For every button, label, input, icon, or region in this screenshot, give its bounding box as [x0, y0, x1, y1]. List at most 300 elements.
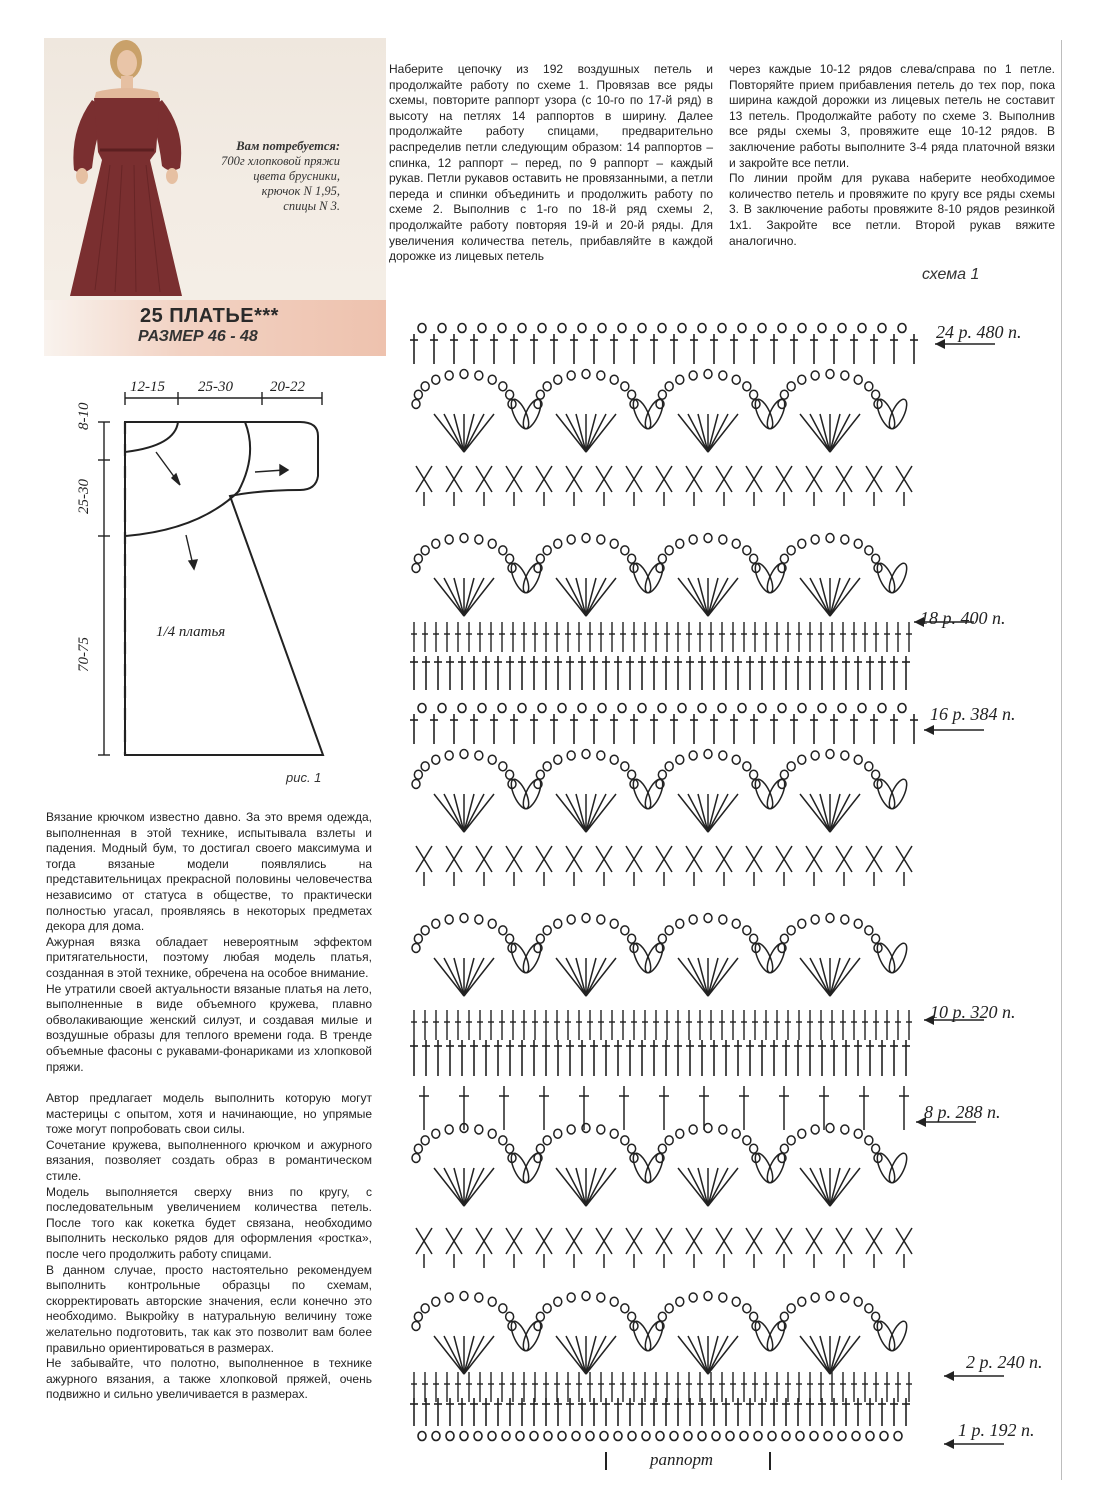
intro-paragraph: В данном случае, просто настоятельно рекомендуем выполнить контрольные образцы по схемам, скорректировать авторские значения, если конечно это необходимо. Выкройку в натуральную величину тоже желательно подготовить, так как это позволит вам более правильно ориентироваться в размерах.	[46, 1262, 372, 1355]
foundation-chain	[740, 1432, 748, 1441]
shell-chain	[621, 382, 629, 391]
puff-stitch	[642, 941, 666, 975]
foundation-chain	[488, 1432, 496, 1441]
foundation-chain	[656, 1432, 664, 1441]
shell-chain	[743, 1136, 751, 1145]
shell-chain	[432, 375, 440, 384]
puff-stitch	[752, 1151, 776, 1185]
puff-stitch	[642, 561, 666, 595]
shell-chain	[421, 382, 429, 391]
arch-chain	[628, 934, 636, 943]
arch-chain	[750, 1312, 758, 1321]
foundation-chain	[754, 1432, 762, 1441]
instructions-text: через каждые 10-12 рядов слева/справа по 1 петле. Повторяйте прием прибавления петель до тех пор, пока ширина каждой дорожки из лицевых петель не составит 13 петель. Продолжайте работу по схеме 3. Выполнив все ряды схемы 3, провяжите еще 10-12 рядов. В заключение работы выполните 3-4 ряда платочной вязки и закройте все петли.	[729, 62, 1055, 170]
intro-paragraph: Ажурная вязка обладает невероятным эффектом притягательности, поэтому любая модель платья, созданная в этой технике, обречена на особое внимание.	[46, 934, 372, 980]
shell-chain	[780, 770, 788, 779]
chain-stitch	[638, 324, 646, 333]
fan-stitch	[810, 1168, 830, 1206]
intro-paragraph: Не забывайте, что полотно, выполненное в технике ажурного вязания, а также хлопковой пряжей, очень подвижно и сильно увеличивается в размерах.	[46, 1356, 372, 1402]
arch-chain	[445, 535, 453, 544]
arch-chain	[488, 919, 496, 928]
shell-chain	[543, 1136, 551, 1145]
shell-chain	[750, 390, 758, 399]
arch-chain	[854, 539, 862, 548]
shell-chain	[506, 1144, 514, 1153]
shell-chain	[732, 375, 740, 384]
foundation-chain	[782, 1432, 790, 1441]
row-label: 16 р. 384 п.	[930, 704, 1016, 724]
shell-chain	[676, 375, 684, 384]
fan-stitch	[810, 958, 830, 996]
arch-chain	[445, 915, 453, 924]
shell-chain	[628, 390, 636, 399]
arch-chain	[826, 534, 834, 543]
arch-chain	[499, 546, 507, 555]
shell-chain	[597, 371, 605, 380]
shell-chain	[854, 1129, 862, 1138]
chain-stitch	[458, 324, 466, 333]
shell-chain	[743, 762, 751, 771]
foundation-chain	[460, 1432, 468, 1441]
arch-chain	[536, 1312, 544, 1321]
puff-stitch	[874, 777, 898, 811]
arch-chain	[750, 554, 758, 563]
arch-chain	[554, 539, 562, 548]
fan-stitch	[708, 794, 728, 832]
shell-chain	[787, 1136, 795, 1145]
shell-chain	[689, 371, 697, 380]
arch-chain	[719, 915, 727, 924]
arch-chain	[475, 915, 483, 924]
fan-stitch	[444, 578, 464, 616]
arch-chain	[506, 934, 514, 943]
puff-stitch	[874, 1319, 898, 1353]
puff-stitch	[752, 397, 776, 431]
shell-chain	[719, 371, 727, 380]
fan-stitch	[464, 958, 484, 996]
intro-paragraph: Автор предлагает модель выполнить которую могут мастерицы с опытом, хотя и начинающие, но упрямые тоже могут попробовать свои силы.	[46, 1091, 372, 1137]
fan-stitch	[444, 1168, 464, 1206]
foundation-chain	[614, 1432, 622, 1441]
shell-chain	[610, 755, 618, 764]
row-arrow-head	[924, 725, 934, 735]
shell-chain	[865, 1136, 873, 1145]
arch-chain	[445, 1293, 453, 1302]
puff-stitch	[630, 1151, 654, 1185]
foundation-chain	[418, 1432, 426, 1441]
shell-chain	[488, 755, 496, 764]
dim-top: 20-22	[270, 379, 305, 395]
shell-chain	[445, 751, 453, 760]
row-label: 10 р. 320 п.	[930, 1002, 1016, 1022]
fan-stitch	[830, 1336, 850, 1374]
puff-stitch	[520, 561, 544, 595]
foundation-chain	[502, 1432, 510, 1441]
puff-stitch	[630, 561, 654, 595]
foundation-chain	[670, 1432, 678, 1441]
fan-stitch	[464, 794, 484, 832]
rapport-label: раппорт	[650, 1450, 714, 1469]
puff-stitch	[642, 777, 666, 811]
arch-chain	[732, 1297, 740, 1306]
size-label: РАЗМЕР 46 - 48	[138, 328, 258, 345]
intro-paragraph: Сочетание кружева, выполненного крючком и ажурного вязания, позволяет создать образ в романтическом стиле.	[46, 1137, 372, 1184]
arch-chain	[719, 535, 727, 544]
shell-chain	[414, 1144, 422, 1153]
arch-chain	[414, 934, 422, 943]
foundation-chain	[726, 1432, 734, 1441]
shell-chain	[689, 751, 697, 760]
arch-chain	[582, 1292, 590, 1301]
arch-chain	[826, 914, 834, 923]
shell-chain	[811, 751, 819, 760]
fan-stitch	[586, 1168, 606, 1206]
puff-stitch	[630, 397, 654, 431]
intro-paragraph: Не утратили своей актуальности вязаные платья на лето, выполненные в виде объемного кружева, плавно обволакивающие женский силуэт, и создавая милые и воздушные образы для теплого времени года. В тренде объемные фасоны с рукавами-фонариками из хлопковой пряжи.	[46, 981, 372, 1074]
arch-chain	[412, 1322, 420, 1331]
fan-stitch	[708, 1336, 728, 1374]
arch-chain	[750, 934, 758, 943]
puff-stitch	[520, 1319, 544, 1353]
chain-stitch	[498, 324, 506, 333]
chain-stitch	[838, 324, 846, 333]
chain-stitch	[478, 704, 486, 713]
page-title: 25 ПЛАТЬЕ***	[140, 305, 279, 327]
shell-chain	[732, 755, 740, 764]
shell-chain	[628, 1144, 636, 1153]
fan-stitch	[464, 1168, 484, 1206]
shell-chain	[865, 382, 873, 391]
chain-stitch	[698, 324, 706, 333]
arch-chain	[704, 914, 712, 923]
shell-chain	[499, 762, 507, 771]
arch-chain	[610, 1297, 618, 1306]
dim-left: 70-75	[76, 637, 92, 672]
fan-stitch	[830, 578, 850, 616]
arch-chain	[865, 1304, 873, 1313]
arch-chain	[432, 919, 440, 928]
shell-chain	[554, 375, 562, 384]
arch-chain	[865, 546, 873, 555]
arch-chain	[460, 1292, 468, 1301]
puff-stitch	[764, 777, 788, 811]
chain-stitch	[498, 704, 506, 713]
shell-chain	[750, 1144, 758, 1153]
puff-stitch	[642, 397, 666, 431]
chain-stitch	[718, 324, 726, 333]
arch-chain	[506, 1312, 514, 1321]
arch-chain	[676, 919, 684, 928]
chain-stitch	[578, 324, 586, 333]
arch-chain	[543, 1304, 551, 1313]
arch-chain	[421, 926, 429, 935]
shell-chain	[506, 390, 514, 399]
chain-stitch	[758, 324, 766, 333]
fan-stitch	[708, 1168, 728, 1206]
shell-chain	[445, 371, 453, 380]
chain-stitch	[798, 704, 806, 713]
arch-chain	[787, 926, 795, 935]
fan-stitch	[444, 414, 464, 452]
chain-stitch	[518, 324, 526, 333]
arch-chain	[732, 919, 740, 928]
chain-stitch	[758, 704, 766, 713]
arch-chain	[841, 535, 849, 544]
fan-stitch	[444, 1336, 464, 1374]
shell-chain	[412, 780, 420, 789]
arch-chain	[621, 1304, 629, 1313]
shell-chain	[743, 382, 751, 391]
foundation-chain	[838, 1432, 846, 1441]
arch-chain	[432, 539, 440, 548]
puff-stitch	[630, 1319, 654, 1353]
shell-chain	[872, 1144, 880, 1153]
chain-stitch	[678, 704, 686, 713]
arch-chain	[658, 1312, 666, 1321]
chain-stitch	[538, 324, 546, 333]
shell-chain	[841, 751, 849, 760]
puff-stitch	[508, 941, 532, 975]
shell-chain	[826, 750, 834, 759]
arch-chain	[621, 546, 629, 555]
chain-stitch	[898, 324, 906, 333]
arch-chain	[780, 554, 788, 563]
material-line: крючок N 1,95,	[261, 184, 340, 198]
row-label: 1 р. 192 п.	[958, 1420, 1035, 1440]
arch-chain	[780, 1312, 788, 1321]
material-line: 700г хлопковой пряжи	[221, 154, 340, 168]
chain-stitch	[418, 324, 426, 333]
shell-chain	[582, 370, 590, 379]
chain-stitch	[698, 704, 706, 713]
shell-chain	[412, 400, 420, 409]
fan-stitch	[586, 794, 606, 832]
puff-stitch	[520, 941, 544, 975]
shell-chain	[536, 770, 544, 779]
puff-stitch	[508, 1319, 532, 1353]
instructions-text: По линии пройм для рукава наберите необходимое количество петель и провяжите по кругу все ряды схемы 3. В заключение работы провяжите 8-10 рядов резинкой 1х1. Закройте все петли. Второй рукав вяжите аналогично.	[729, 171, 1055, 248]
arch-chain	[536, 554, 544, 563]
foundation-chain	[880, 1432, 888, 1441]
row-label: 24 р. 480 п.	[936, 322, 1022, 342]
fan-stitch	[708, 958, 728, 996]
shell-chain	[780, 390, 788, 399]
fan-stitch	[566, 958, 586, 996]
shell-chain	[567, 1125, 575, 1134]
foundation-chain	[894, 1432, 902, 1441]
arch-chain	[872, 1312, 880, 1321]
dim-top: 25-30	[198, 379, 233, 395]
shell-chain	[460, 370, 468, 379]
arch-chain	[798, 539, 806, 548]
foundation-chain	[684, 1432, 692, 1441]
arch-chain	[665, 926, 673, 935]
arch-chain	[475, 1293, 483, 1302]
fan-stitch	[810, 578, 830, 616]
puff-stitch	[886, 1319, 910, 1353]
arch-chain	[689, 915, 697, 924]
puff-stitch	[874, 1151, 898, 1185]
row-label: 2 р. 240 п.	[966, 1352, 1043, 1372]
shell-chain	[554, 1129, 562, 1138]
chain-stitch	[598, 324, 606, 333]
chain-stitch	[738, 704, 746, 713]
arch-chain	[732, 539, 740, 548]
fan-stitch	[566, 1168, 586, 1206]
intro-paragraph: Вязание крючком известно давно. За это время одежда, выполненная в этой технике, испытывала взлеты и падения. Модный бум, то достигал своего максимума и тогда вязаные модели появлялись на представительницах прекрасной половины человечества независимо от статуса в обществе, то практически полностью угасал, проявляясь в некоторых предметах декора для дома.	[46, 810, 372, 934]
shell-chain	[445, 1125, 453, 1134]
chain-stitch	[858, 324, 866, 333]
puff-stitch	[508, 777, 532, 811]
chain-stitch	[678, 324, 686, 333]
shell-chain	[658, 1144, 666, 1153]
foundation-chain	[600, 1432, 608, 1441]
foundation-chain	[558, 1432, 566, 1441]
arch-chain	[854, 1297, 862, 1306]
shell-chain	[554, 755, 562, 764]
material-line: цвета брусники,	[253, 169, 340, 183]
puff-stitch	[752, 561, 776, 595]
shell-chain	[658, 770, 666, 779]
shell-chain	[841, 1125, 849, 1134]
arch-chain	[460, 534, 468, 543]
shell-chain	[732, 1129, 740, 1138]
row-label: 18 р. 400 п.	[920, 608, 1006, 628]
arch-chain	[628, 1312, 636, 1321]
arch-chain	[743, 1304, 751, 1313]
arch-chain	[743, 926, 751, 935]
puff-stitch	[874, 941, 898, 975]
arch-chain	[841, 915, 849, 924]
chain-stitch	[478, 324, 486, 333]
shell-chain	[488, 375, 496, 384]
shell-chain	[665, 1136, 673, 1145]
shell-chain	[460, 750, 468, 759]
chain-stitch	[778, 324, 786, 333]
arch-chain	[475, 535, 483, 544]
chain-stitch	[418, 704, 426, 713]
puff-stitch	[520, 1151, 544, 1185]
shell-chain	[621, 1136, 629, 1145]
arch-chain	[554, 1297, 562, 1306]
shell-chain	[704, 1124, 712, 1133]
puff-stitch	[642, 1151, 666, 1185]
shell-chain	[628, 770, 636, 779]
fan-stitch	[444, 794, 464, 832]
foundation-chain	[572, 1432, 580, 1441]
foundation-chain	[698, 1432, 706, 1441]
foundation-chain	[530, 1432, 538, 1441]
fan-stitch	[830, 794, 850, 832]
foundation-chain	[810, 1432, 818, 1441]
shell-chain	[676, 755, 684, 764]
fan-stitch	[566, 1336, 586, 1374]
arch-chain	[432, 1297, 440, 1306]
arch-chain	[554, 919, 562, 928]
shell-chain	[854, 755, 862, 764]
shell-chain	[597, 751, 605, 760]
arch-chain	[412, 564, 420, 573]
fan-stitch	[566, 414, 586, 452]
shell-chain	[658, 390, 666, 399]
arch-chain	[704, 1292, 712, 1301]
arch-chain	[689, 1293, 697, 1302]
fan-stitch	[810, 414, 830, 452]
foundation-chain	[824, 1432, 832, 1441]
shell-chain	[689, 1125, 697, 1134]
arch-chain	[865, 926, 873, 935]
chain-stitch	[878, 324, 886, 333]
shell-chain	[854, 375, 862, 384]
arch-chain	[543, 926, 551, 935]
arch-chain	[610, 539, 618, 548]
shell-chain	[567, 751, 575, 760]
shell-chain	[475, 1125, 483, 1134]
shell-chain	[597, 1125, 605, 1134]
chain-stitch	[838, 704, 846, 713]
shell-chain	[543, 762, 551, 771]
materials-heading: Вам потребуется:	[236, 139, 340, 153]
arch-chain	[719, 1293, 727, 1302]
chain-stitch	[558, 324, 566, 333]
arch-chain	[499, 926, 507, 935]
chain-stitch	[438, 704, 446, 713]
chain-stitch	[898, 704, 906, 713]
shell-chain	[499, 382, 507, 391]
shell-chain	[676, 1129, 684, 1138]
arch-chain	[421, 546, 429, 555]
chain-stitch	[618, 704, 626, 713]
shell-chain	[414, 390, 422, 399]
arch-chain	[872, 934, 880, 943]
shell-chain	[872, 770, 880, 779]
intro-paragraph: Модель выполняется сверху вниз по кругу, с последовательным увеличением количества петель. После того как кокетка будет связана, необходимо выполнить несколько рядов для оформления «ростка», после чего продолжить работу спицами.	[46, 1184, 372, 1262]
foundation-chain	[768, 1432, 776, 1441]
chain-stitch	[638, 704, 646, 713]
shell-chain	[536, 390, 544, 399]
arch-chain	[414, 554, 422, 563]
shell-chain	[826, 1124, 834, 1133]
chain-stitch	[738, 324, 746, 333]
shell-chain	[421, 762, 429, 771]
shell-chain	[543, 382, 551, 391]
arch-chain	[826, 1292, 834, 1301]
puff-stitch	[874, 397, 898, 431]
arch-chain	[567, 535, 575, 544]
arch-chain	[676, 539, 684, 548]
fan-stitch	[464, 1336, 484, 1374]
arch-chain	[421, 1304, 429, 1313]
fan-stitch	[830, 414, 850, 452]
arch-chain	[567, 1293, 575, 1302]
puff-stitch	[520, 397, 544, 431]
shell-chain	[811, 371, 819, 380]
fan-stitch	[586, 578, 606, 616]
shell-chain	[798, 375, 806, 384]
fan-stitch	[688, 578, 708, 616]
puff-stitch	[630, 777, 654, 811]
fan-stitch	[586, 1336, 606, 1374]
shell-chain	[704, 750, 712, 759]
arch-chain	[658, 554, 666, 563]
chain-stitch	[598, 704, 606, 713]
arch-chain	[811, 915, 819, 924]
puff-stitch	[752, 1319, 776, 1353]
puff-stitch	[642, 1319, 666, 1353]
arch-chain	[689, 535, 697, 544]
fan-stitch	[444, 958, 464, 996]
chain-stitch	[878, 704, 886, 713]
